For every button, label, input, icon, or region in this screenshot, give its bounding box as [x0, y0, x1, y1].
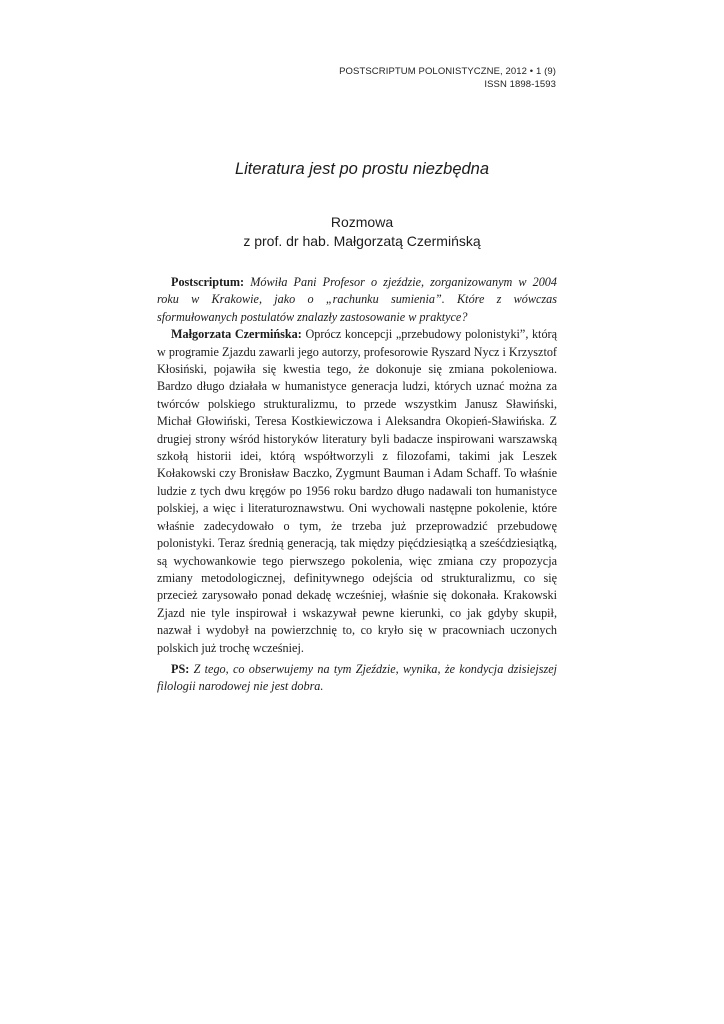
speaker-label: PS: — [171, 661, 190, 676]
question-text: Z tego, co obserwujemy na tym Zjeździe, wynika, że kondycja dzisiejszej filologii narodowej nie jest dobra. — [157, 661, 558, 694]
article-subtitle — [0, 213, 724, 251]
answer-paragraph — [157, 326, 557, 657]
answer-text: Oprócz koncepcji „przebudowy polonistyki”, którą w programie Zjazdu zawarli jego autorzy, profesorowie Ryszard Nycz i Krzysztof Kłosiński, pojawiła się kwestia tego, że dokonuje się zmiana pokoleniowa. Bardzo długo działała w humanistyce generacja ludzi, których uznać można za twórców polskiego strukturalizmu, to przede wszystkim Janusz Sławiński, Michał Głowiński, Teresa Kostkiewiczowa i Aleksandra Okopień-Sławińska. Z drugiej strony wśród historyków literatury byli badacze inspirowani warszawską szkołą historii idei, którą współtworzyli z filozofami, takimi jak Leszek Kołakowski czy Bronisław Baczko, Zygmunt Bauman i Adam Schaff. To właśnie ludzie z tych dwu kręgów po 1956 roku bardzo długo nadawali ton humanistyce polskiej, a więc i literaturoznawstwu. Oni wychowali następne pokolenie, które właśnie zadecydowało o tym, że trzeba już przeprowadzić przebudowę polonistyki. Teraz średnią generacją, tak między pięćdziesiątką a sześćdziesiątką, są wychowankowie tego pierwszego pokolenia, więc zmiana czy propozycja zmiany metodologicznej, definitywnego odejścia od strukturalizmu, co się przecież zarysowało ponad dekadę wcześniej, właśnie się dokonała. Krakowski Zjazd nie tyle inspirował i wskazywał pewne kierunki, co jak gdyby skupił, nazwał i wydobył na powierzchnię to, co kryło się w pracowniach uczonych polskich już trochę wcześniej. — [157, 327, 558, 655]
question-paragraph — [157, 274, 557, 326]
subtitle-line-1: Rozmowa — [330, 214, 394, 230]
article-title: Literatura jest po prostu niezbędna — [234, 160, 490, 178]
interview-body — [157, 274, 557, 696]
issn: ISSN 1898-1593 — [484, 79, 556, 90]
running-header — [339, 65, 556, 91]
question-paragraph — [157, 661, 557, 696]
speaker-label: Postscriptum: — [171, 275, 245, 289]
speaker-label: Małgorzata Czermińska: — [171, 327, 302, 342]
journal-citation: POSTSCRIPTUM POLONISTYCZNE, 2012 • 1 (9) — [339, 66, 556, 77]
question-text: Mówiła Pani Profesor o zjeździe, zorganizowanym w 2004 roku w Krakowie, jako o „rachunku sumienia”. Które z wówczas sformułowanych postulatów znalazły zastosowanie w praktyce? — [157, 275, 557, 324]
subtitle-line-2: z prof. dr hab. Małgorzatą Czermińską — [243, 233, 481, 249]
